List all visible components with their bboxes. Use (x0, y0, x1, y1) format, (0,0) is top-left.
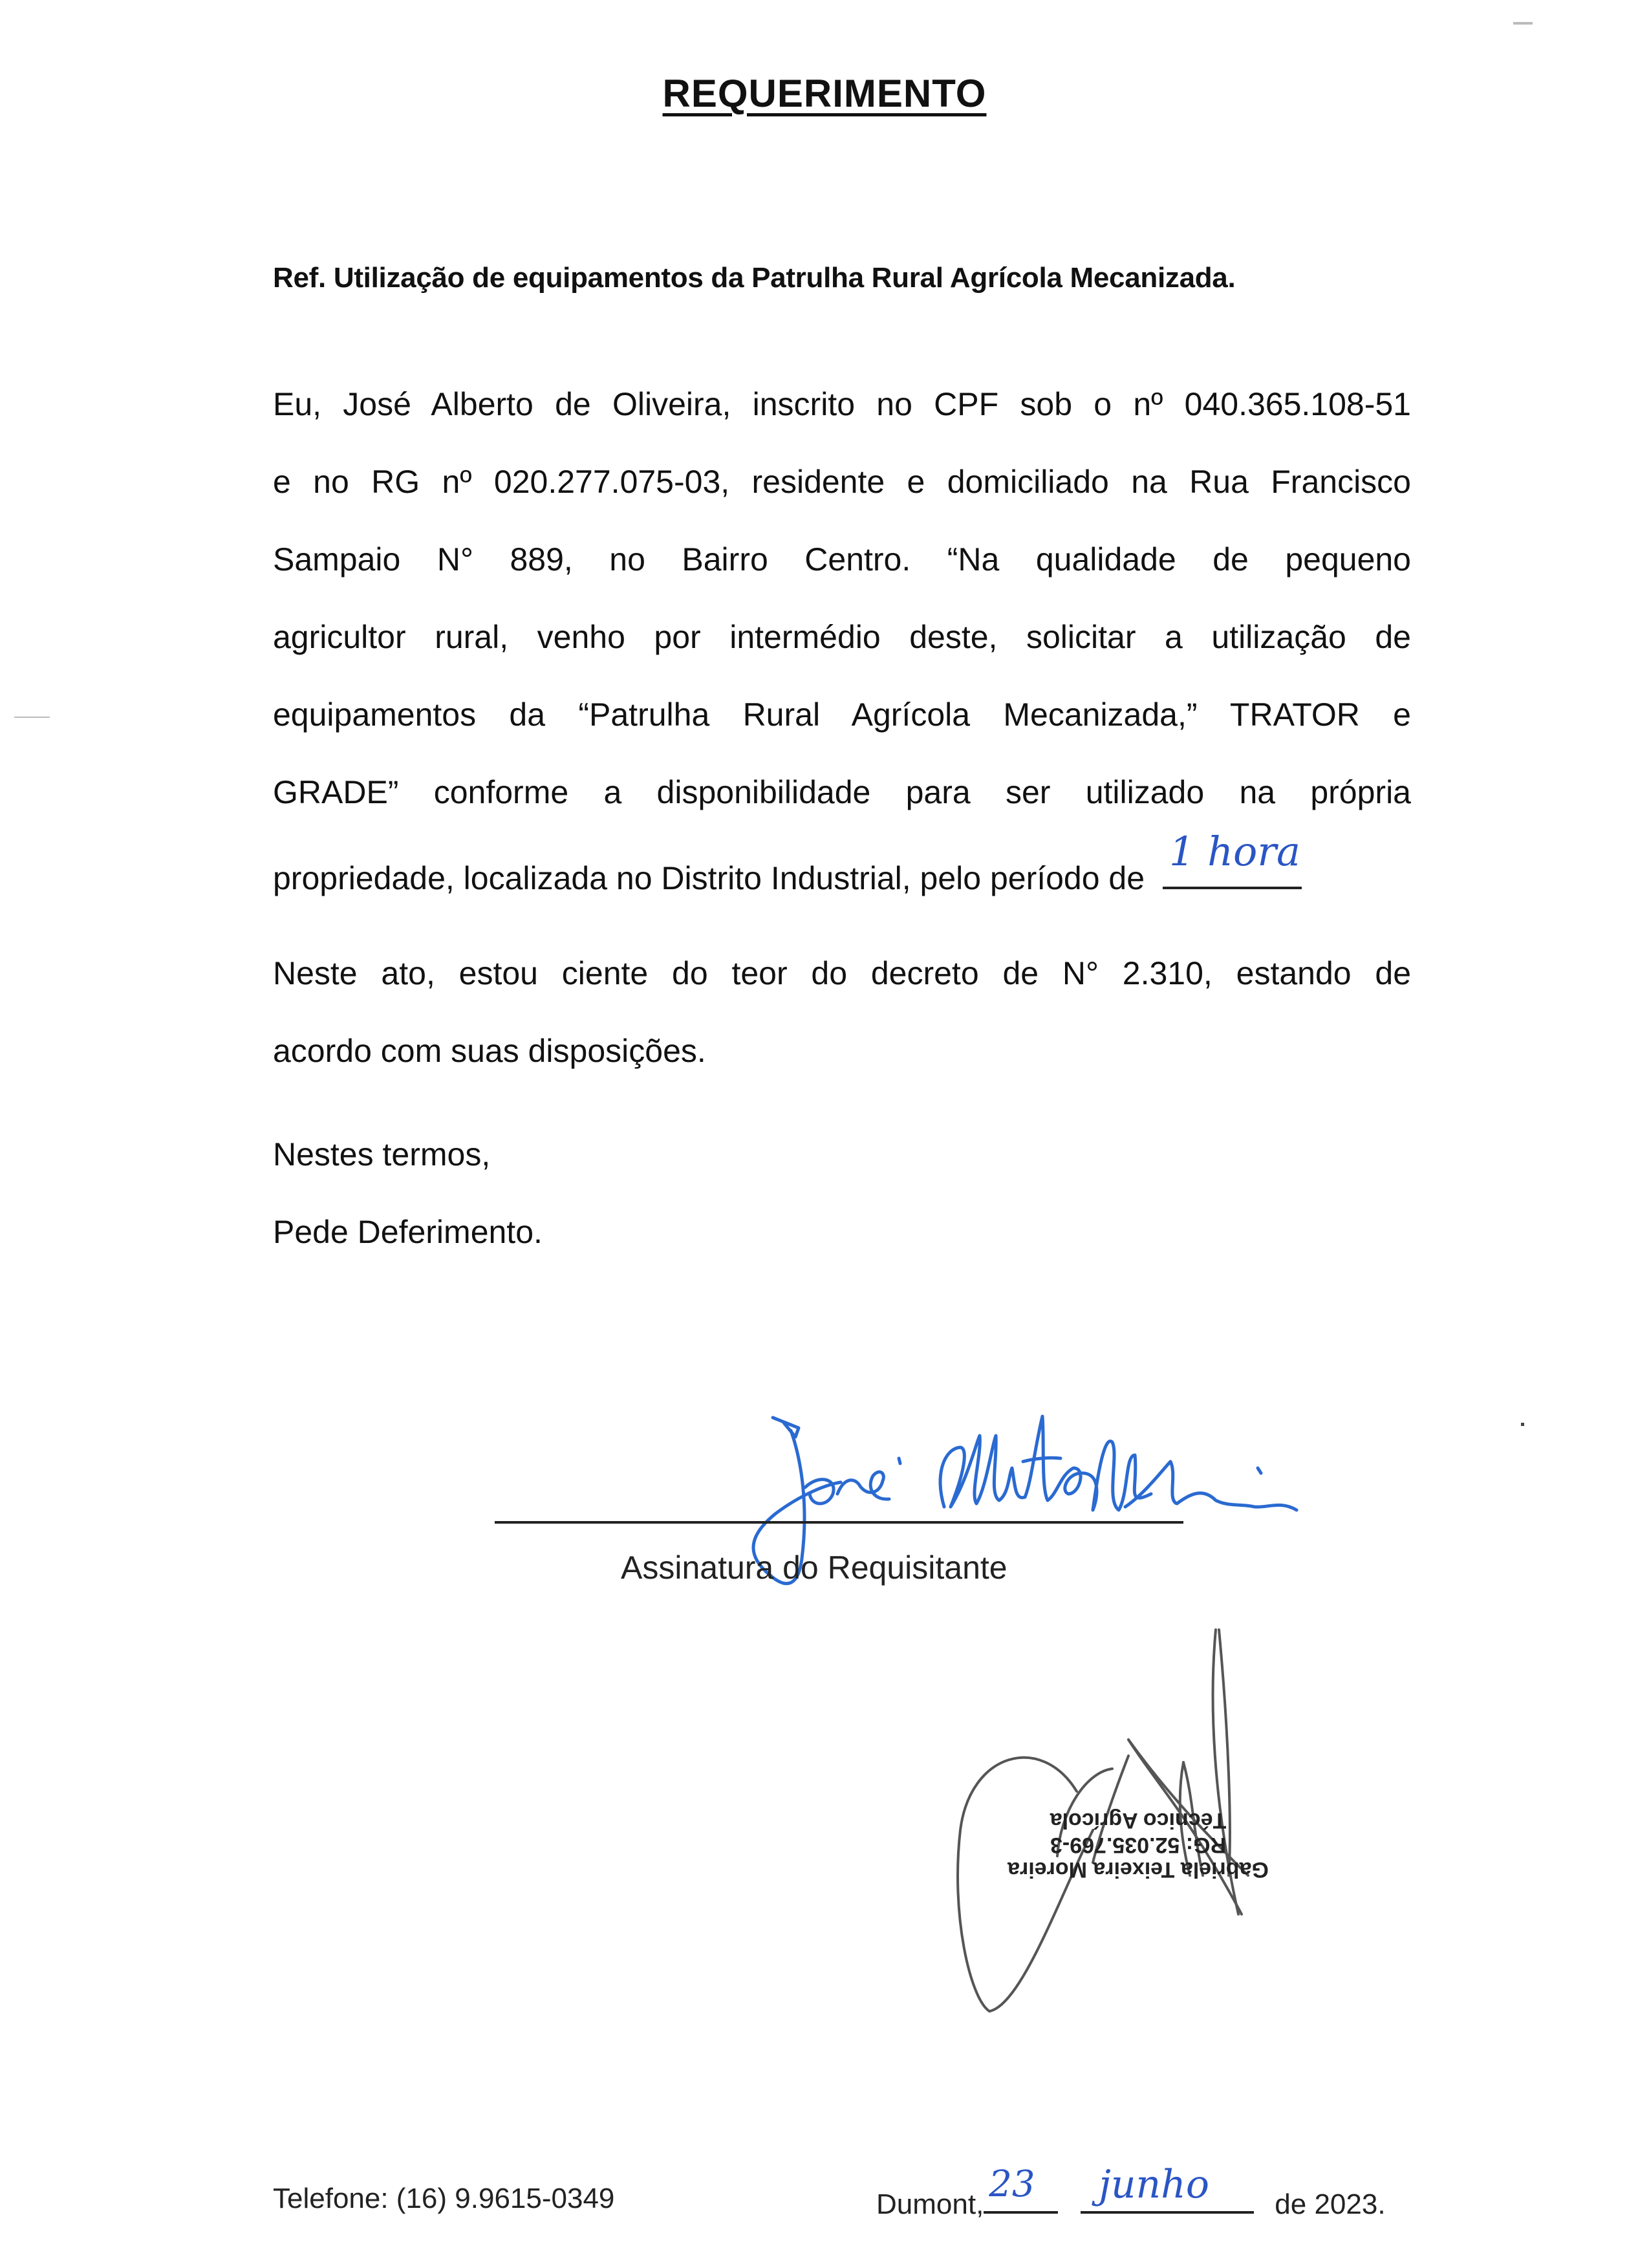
stamp-role: Técnico Agrícola (1050, 1808, 1227, 1833)
closing-line-1: Nestes termos, (273, 1136, 491, 1172)
paragraph1-line: Sampaio N° 889, no Bairro Centro. “Na qualidade de pequeno (273, 541, 1411, 578)
signature-stroke (899, 1458, 900, 1463)
month-handwritten: junho (1099, 2162, 1209, 2207)
footer-city: Dumont, (876, 2188, 984, 2220)
signature-stroke (940, 1416, 1151, 1510)
month-field[interactable] (1081, 2162, 1254, 2214)
scan-artifact (1521, 1423, 1524, 1426)
document-title-text: REQUERIMENTO (662, 72, 987, 115)
footer-year: de 2023. (1275, 2188, 1386, 2220)
signature-label: Assinatura do Requisitante (621, 1550, 1008, 1586)
signature-stroke (1125, 1462, 1297, 1510)
period-field[interactable] (1163, 828, 1302, 889)
paragraph1-line: e no RG nº 020.277.075-03, residente e domiciliado na Rua Francisco (273, 464, 1411, 500)
footer-date (876, 2162, 1386, 2221)
stamp-signature-stroke (958, 1758, 1093, 2011)
paragraph2-line: acordo com suas disposições. (273, 1033, 706, 1069)
technician-stamp-signature (944, 1604, 1332, 2031)
paragraph2-line: Neste ato, estou ciente do teor do decreto de N° 2.310, estando de (273, 955, 1411, 991)
footer-phone: Telefone: (16) 9.9615-0349 (273, 2183, 615, 2214)
closing-line-2: Pede Deferimento. (273, 1214, 543, 1250)
stamp-name: Gabriela Teixeira Moreira (1008, 1857, 1269, 1882)
paragraph1-line: equipamentos da “Patrulha Rural Agrícola Mecanizada,” TRATOR e (273, 697, 1411, 733)
stamp-rg: RG: 52.035.769-3 (1050, 1833, 1227, 1857)
document-title (0, 71, 1649, 116)
signature-line (495, 1521, 1183, 1524)
period-handwritten: 1 hora (1169, 828, 1300, 875)
day-field[interactable] (984, 2163, 1058, 2214)
reference-line: Ref. Utilização de equipamentos da Patrulha Rural Agrícola Mecanizada. (273, 262, 1236, 294)
paragraph1-last-line (273, 828, 1302, 898)
paragraph1-line: Eu, José Alberto de Oliveira, inscrito no CPF sob o nº 040.365.108-51 (273, 386, 1411, 422)
paragraph1-line: GRADE” conforme a disponibilidade para ser utilizado na própria (273, 774, 1411, 810)
day-handwritten: 23 (989, 2163, 1035, 2205)
signature-stroke (837, 1472, 889, 1499)
scan-artifact (14, 717, 50, 718)
scan-artifact (1513, 22, 1533, 25)
period-prefix: propriedade, localizada no Distrito Industrial, pelo período de (273, 860, 1145, 896)
signature-stroke (1258, 1468, 1261, 1473)
signature-stroke (773, 1418, 799, 1437)
paragraph1-line: agricultor rural, venho por intermédio deste, solicitar a utilização de (273, 619, 1411, 655)
